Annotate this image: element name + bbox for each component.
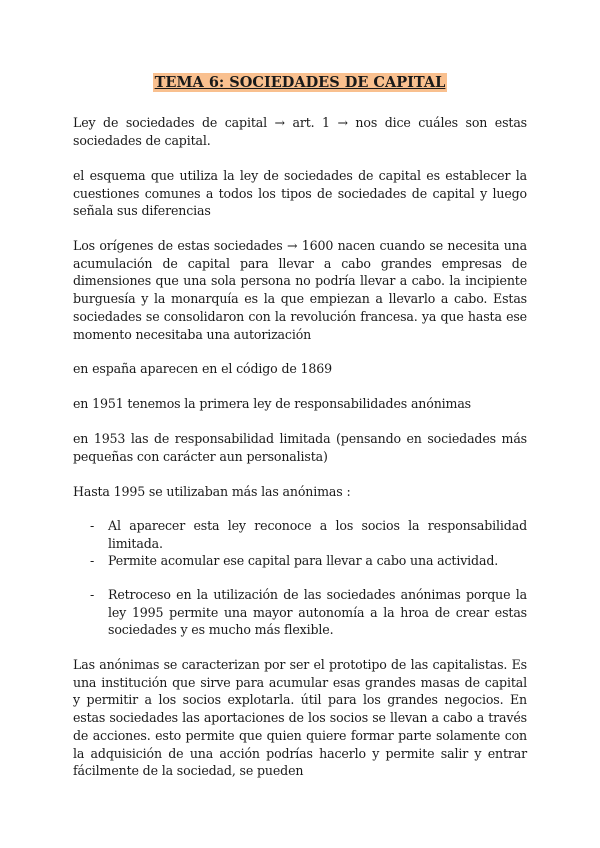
paragraph-hasta-1995: Hasta 1995 se utilizaban más las anónimas : bbox=[73, 484, 351, 499]
page-title: TEMA 6: SOCIEDADES DE CAPITAL bbox=[154, 74, 446, 91]
paragraph-1951: en 1951 tenemos la primera ley de responsabilidades anónimas bbox=[73, 396, 471, 411]
paragraph-anonimas: Las anónimas se caracterizan por ser el prototipo de las capitalistas. Es una institución que sirve para acumular esas grandes masas de capital y permitir a los socios explotarla. útil para los grandes negocios. En estas sociedades las aportaciones de los socios se llevan a cabo a través de acciones. esto permite que quien quiere formar parte solamente con la adquisición de una acción podrías hacerlo y permite salir y entrar fácilmente de la sociedad, se pueden bbox=[73, 657, 527, 779]
bullet-marker: - bbox=[90, 587, 95, 602]
list-item: Permite acomular ese capital para llevar a cabo una actividad. bbox=[108, 553, 499, 568]
paragraph-esquema: el esquema que utiliza la ley de sociedades de capital es establecer la cuestiones comunes a todos los tipos de sociedades de capital y luego señala sus diferencias bbox=[73, 168, 527, 219]
paragraph-intro: Ley de sociedades de capital → art. 1 → nos dice cuáles son estas sociedades de capital. bbox=[73, 115, 527, 148]
bullet-marker: - bbox=[90, 553, 95, 568]
paragraph-origenes: Los orígenes de estas sociedades → 1600 nacen cuando se necesita una acumulación de capital para llevar a cabo grandes empresas de dimensiones que una sola persona no podría llevar a cabo. la incipiente burguesía y la monarquía es la que empiezan a llevarlo a cabo. Estas sociedades se consolidaron con la revolución francesa. ya que hasta ese momento necesitaba una autorización bbox=[73, 238, 527, 342]
title-block bbox=[0, 72, 600, 92]
paragraph-1953: en 1953 las de responsabilidad limitada (pensando en sociedades más pequeñas con carácter aun personalista) bbox=[73, 431, 527, 464]
list-item: Retroceso en la utilización de las sociedades anónimas porque la ley 1995 permite una mayor autonomía a la hroa de crear estas sociedades y es mucho más flexible. bbox=[108, 587, 527, 638]
bullet-marker: - bbox=[90, 518, 95, 533]
paragraph-espana: en españa aparecen en el código de 1869 bbox=[73, 361, 332, 376]
list-item: Al aparecer esta ley reconoce a los socios la responsabilidad limitada. bbox=[108, 518, 527, 551]
